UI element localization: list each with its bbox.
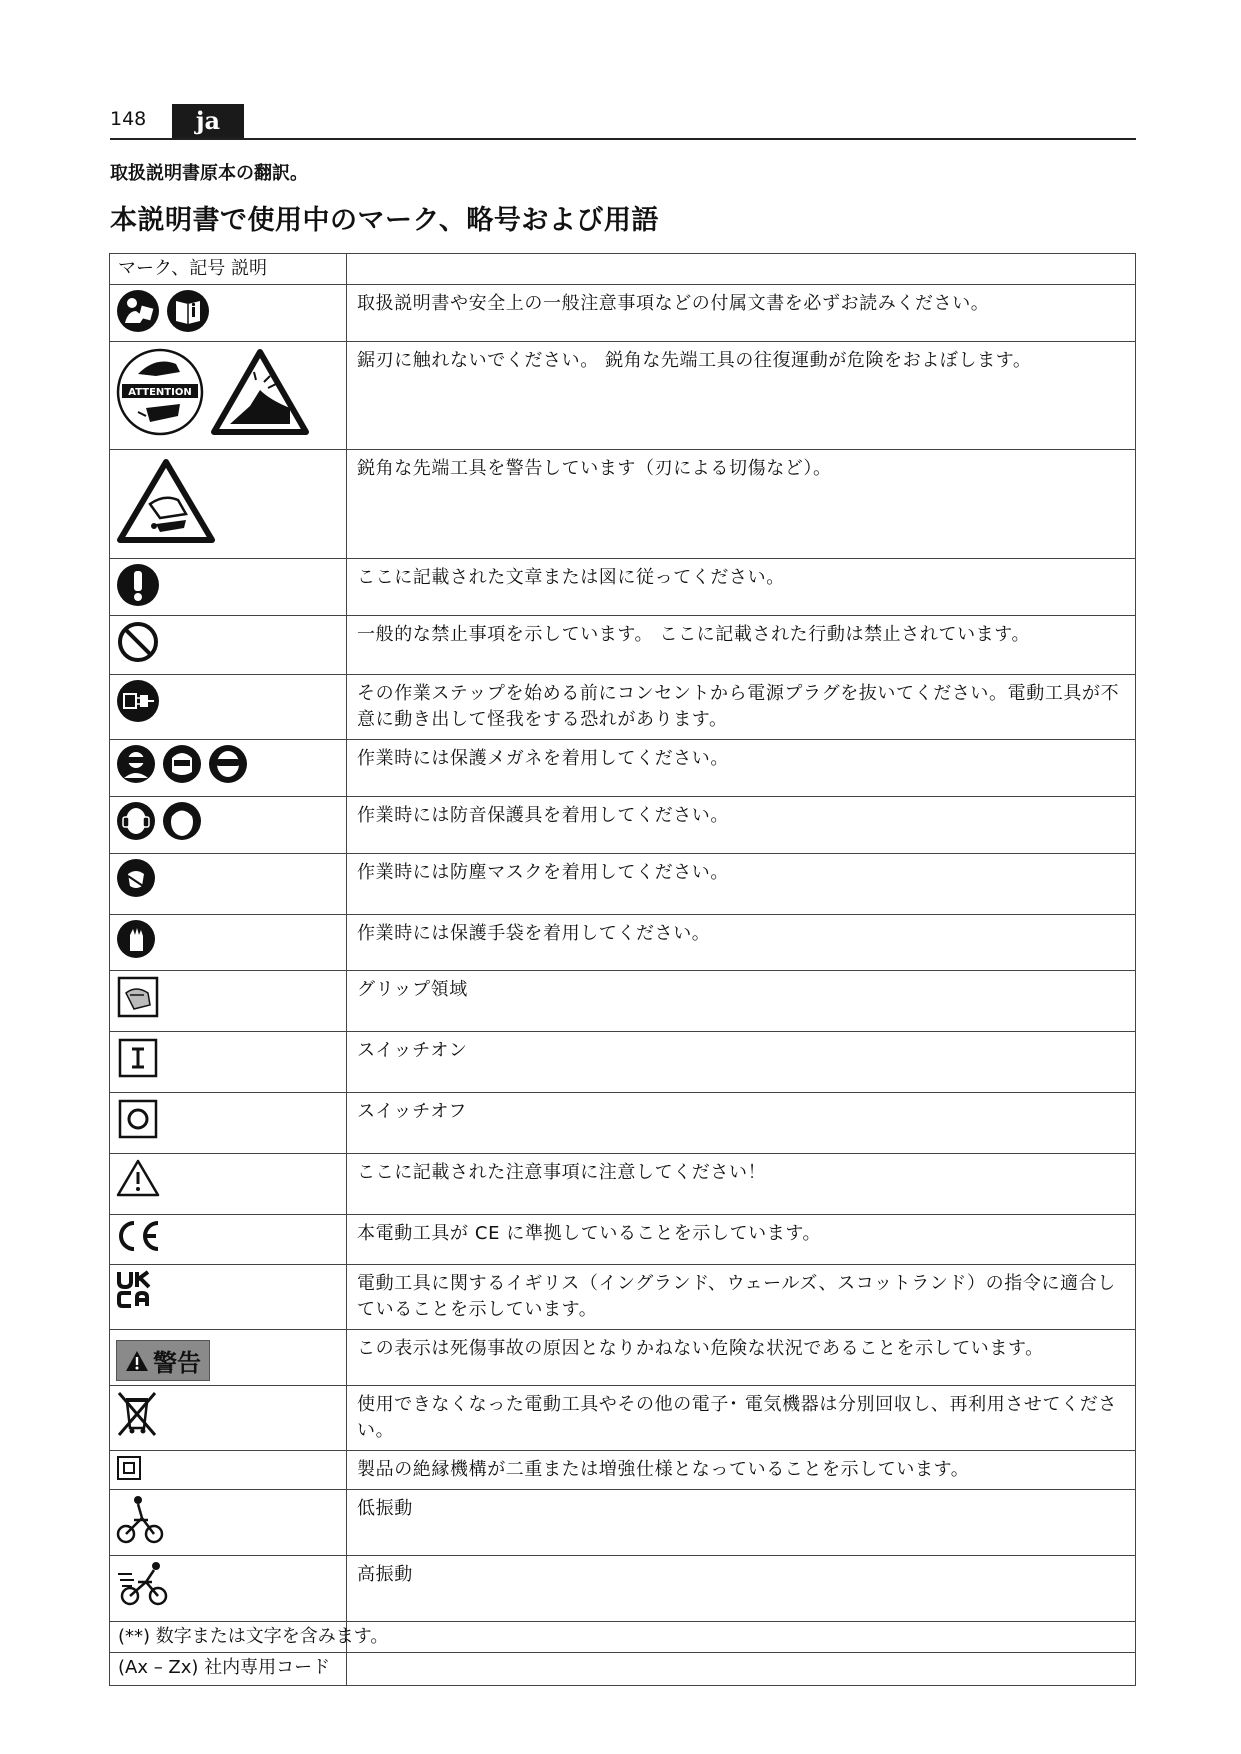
high-vibration-icon	[116, 1560, 172, 1608]
row-description: 使用できなくなった電動工具やその他の電子･ 電気機器は分別回収し、再利用させてください。	[347, 1386, 1136, 1451]
col-header-symbols: マーク、記号 説明	[110, 254, 347, 285]
row-description: 電動工具に関するイギリス（イングランド、ウェールズ、スコットランド）の指令に適合していることを示しています。	[347, 1265, 1136, 1330]
page-header	[110, 104, 1136, 140]
face-shield-icon	[162, 744, 202, 784]
table-header-row	[110, 254, 1136, 285]
table-row	[110, 1265, 1136, 1330]
row-description: 作業時には防塵マスクを着用してください。	[347, 854, 1136, 915]
prohibition-icon	[116, 620, 160, 664]
caution-triangle-icon	[116, 1158, 160, 1198]
table-row	[110, 1330, 1136, 1386]
dust-mask-icon	[116, 858, 156, 898]
table-row	[110, 1451, 1136, 1490]
page-number: 148	[110, 108, 147, 130]
table-row	[110, 559, 1136, 616]
row-description: 鋭角な先端工具を警告しています（刃による切傷など）。	[347, 450, 1136, 559]
row-description: スイッチオフ	[347, 1093, 1136, 1154]
double-insulation-icon	[116, 1455, 142, 1481]
row-description: 本電動工具が CE に準拠していることを示しています。	[347, 1215, 1136, 1265]
table-row	[110, 1154, 1136, 1215]
table-row	[110, 740, 1136, 797]
ce-mark-icon	[116, 1219, 162, 1253]
cut-hazard-warning-icon	[116, 454, 216, 546]
eye-protection-icon	[116, 744, 156, 784]
row-description: スイッチオン	[347, 1032, 1136, 1093]
footnote-digits: (**) 数字または文字を含みます。	[110, 1622, 347, 1653]
ukca-mark-icon	[116, 1269, 154, 1309]
goggles-icon	[208, 744, 248, 784]
gloves-icon	[116, 919, 156, 959]
row-description: 鋸刃に触れないでください。 鋭角な先端工具の往復運動が危険をおよぼします。	[347, 342, 1136, 450]
table-row	[110, 1032, 1136, 1093]
table-row	[110, 797, 1136, 854]
table-row	[110, 450, 1136, 559]
weee-bin-icon	[116, 1390, 158, 1436]
unplug-icon	[116, 679, 160, 723]
table-row	[110, 1093, 1136, 1154]
svg-text:ATTENTION: ATTENTION	[128, 387, 192, 398]
table-row	[110, 854, 1136, 915]
row-description: 一般的な禁止事項を示しています。 ここに記載された行動は禁止されています。	[347, 616, 1136, 675]
table-row	[110, 285, 1136, 342]
table-row	[110, 1490, 1136, 1556]
language-tab: ja	[172, 104, 244, 138]
switch-off-icon	[116, 1097, 160, 1141]
row-description: その作業ステップを始める前にコンセントから電源プラグを抜いてください。電動工具が不意に動き出して怪我をする恐れがあります。	[347, 675, 1136, 740]
mandatory-exclamation-icon	[116, 563, 160, 607]
table-row	[110, 342, 1136, 450]
row-description: 取扱説明書や安全上の一般注意事項などの付属文書を必ずお読みください。	[347, 285, 1136, 342]
row-description: グリップ領域	[347, 971, 1136, 1032]
switch-on-icon	[116, 1036, 160, 1080]
row-description: この表示は死傷事故の原因となりかねない危険な状況であることを示しています。	[347, 1330, 1136, 1386]
table-row	[110, 675, 1136, 740]
row-description: 低振動	[347, 1490, 1136, 1556]
row-description: 製品の絶縁機構が二重または増強仕様となっていることを示しています。	[347, 1451, 1136, 1490]
table-footer-row	[110, 1622, 1136, 1653]
row-description: 作業時には防音保護具を着用してください。	[347, 797, 1136, 854]
row-description: ここに記載された文章または図に従ってください。	[347, 559, 1136, 616]
blade-hazard-warning-icon	[210, 346, 310, 438]
low-vibration-icon	[116, 1494, 164, 1546]
table-row	[110, 616, 1136, 675]
row-description: 作業時には保護手袋を着用してください。	[347, 915, 1136, 971]
table-row	[110, 915, 1136, 971]
ear-protection-icon	[116, 801, 156, 841]
attention-blade-icon	[116, 346, 204, 438]
section-title: 本説明書で使用中のマーク、略号および用語	[110, 205, 659, 236]
col-header-description	[347, 254, 1136, 285]
manual-info-icon	[166, 289, 210, 333]
table-row	[110, 1215, 1136, 1265]
table-footer-row	[110, 1653, 1136, 1686]
symbols-table	[109, 253, 1136, 1686]
table-row	[110, 1386, 1136, 1451]
warning-label-icon	[116, 1340, 210, 1381]
table-row	[110, 1556, 1136, 1622]
table-row	[110, 971, 1136, 1032]
ear-muffs-icon	[162, 801, 202, 841]
footnote-internal-code: (Ax – Zx) 社内専用コード	[110, 1653, 347, 1686]
warning-label-text: 警告	[153, 1349, 201, 1377]
translation-note: 取扱説明書原本の翻訳。	[110, 163, 308, 184]
row-description: 作業時には保護メガネを着用してください。	[347, 740, 1136, 797]
read-manual-icon	[116, 289, 160, 333]
row-description: 高振動	[347, 1556, 1136, 1622]
warning-triangle-icon	[125, 1350, 149, 1372]
grip-area-icon	[116, 975, 160, 1019]
row-description: ここに記載された注意事項に注意してください！	[347, 1154, 1136, 1215]
